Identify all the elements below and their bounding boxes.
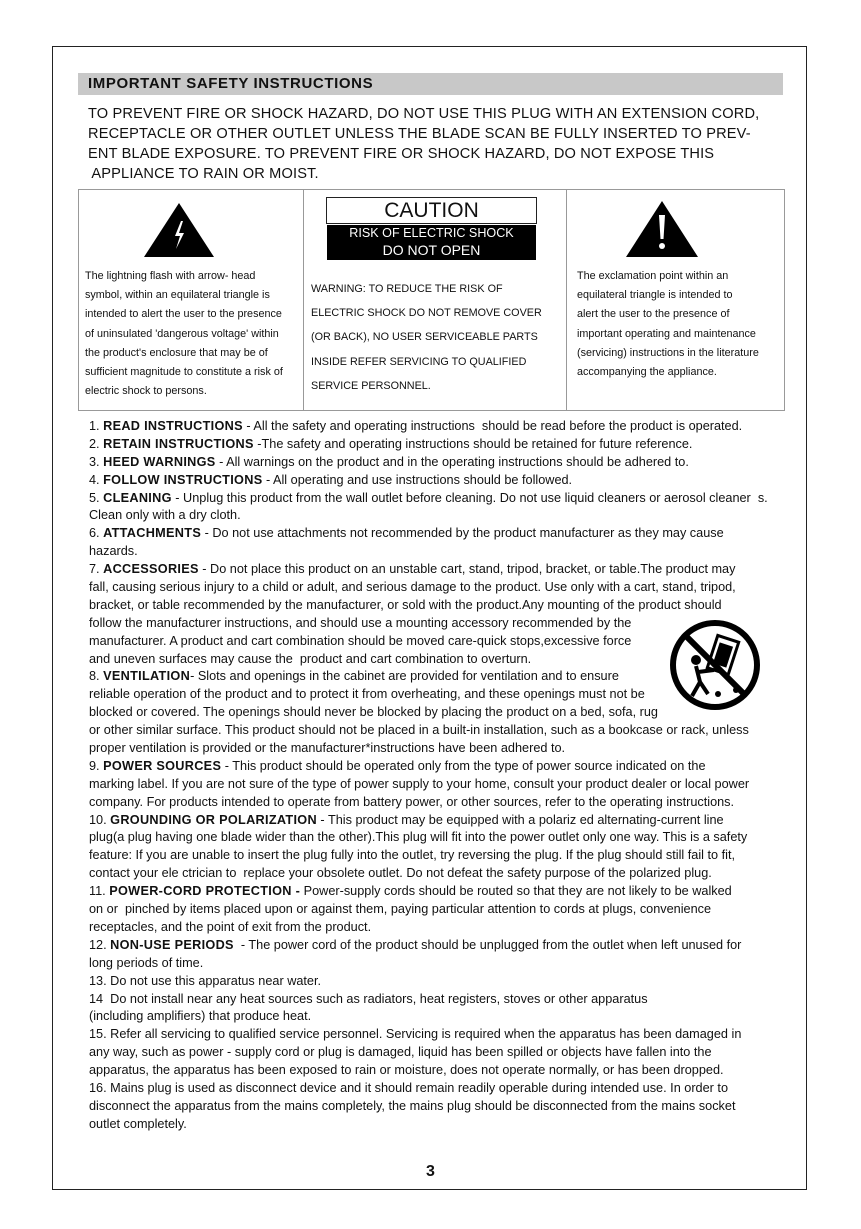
instruction-line — [89, 937, 809, 955]
instruction-line — [89, 1026, 809, 1044]
instruction-text: 13. Do not use this apparatus near water. — [89, 973, 322, 988]
instruction-line — [89, 955, 809, 973]
instruction-line — [89, 722, 809, 740]
instruction-number: 6. — [89, 526, 104, 541]
instruction-text: - This product should be operated only from the type of power source indicated on the — [221, 758, 706, 773]
instruction-text: follow the manufacturer instructions, and should use a mounting accessory recommended by the — [89, 615, 632, 630]
lightning-warning-icon — [144, 203, 214, 257]
instruction-text: bracket, or table recommended by the manufacturer, or sold with the product.Any mounting of the product should — [89, 597, 722, 612]
instruction-text: blocked or covered. The openings should never be blocked by placing the product on a bed, sofa, rug — [89, 705, 658, 720]
instruction-text: - This product may be equipped with a polariz ed alternating-current line — [316, 812, 724, 827]
instruction-text: receptacles, and the point of exit from the product. — [89, 919, 372, 934]
instruction-line — [89, 490, 809, 508]
instruction-text: - All the safety and operating instructions should be read before the product is operated. — [242, 419, 743, 433]
instruction-line — [89, 472, 809, 490]
instruction-line — [89, 829, 809, 847]
instruction-text: - Slots and openings in the cabinet are provided for ventilation and to ensure — [190, 669, 619, 684]
text-line: The lightning flash with arrow- head — [85, 270, 256, 282]
instruction-text: (including amplifiers) that produce heat. — [89, 1009, 312, 1024]
symbol-table — [78, 189, 785, 411]
instruction-number: 10. — [89, 812, 111, 827]
text-line: equilateral triangle is intended to — [577, 289, 733, 302]
instruction-line — [89, 561, 809, 579]
section-header — [78, 73, 783, 95]
instruction-line — [89, 507, 809, 525]
instruction-number: 4. — [89, 472, 104, 487]
instruction-text: proper ventilation is provided or the manufacturer*instructions have been adhered to. — [89, 741, 566, 756]
caution-label — [327, 225, 536, 260]
text-line: accompanying the appliance. — [577, 366, 717, 379]
instruction-line — [89, 418, 809, 436]
instruction-number: 2. — [89, 436, 104, 451]
caution-line: DO NOT OPEN — [382, 241, 481, 258]
instruction-line — [89, 1116, 809, 1134]
text-line: (servicing) instructions in the literature — [577, 346, 759, 359]
instruction-text: on or pinched by items placed upon or against them, paying particular attention to cords at plugs, convenience — [89, 902, 712, 917]
instruction-line — [89, 1062, 809, 1080]
text-line: WARNING: TO REDUCE THE RISK OF — [311, 283, 503, 295]
instruction-text: hazards. — [89, 544, 138, 559]
instruction-text: reliable operation of the product and to protect it from overheating, and these openings must not be — [89, 687, 645, 702]
page-number: 3 — [426, 1163, 435, 1180]
intro-line: RECEPTACLE OR OTHER OUTLET UNLESS THE BLADE SCAN BE FULLY INSERTED TO PREV- — [88, 126, 751, 142]
exclamation-warning-icon — [626, 201, 698, 257]
instruction-heading: POWER-CORD PROTECTION - — [109, 884, 301, 899]
instruction-text: feature: If you are unable to insert the plug fully into the outlet, try reversing the plug. If the plug should still fail to fit, — [89, 848, 736, 863]
intro-line: APPLIANCE TO RAIN OR MOIST. — [88, 166, 319, 182]
instruction-line — [89, 454, 809, 472]
lightning-description — [85, 267, 307, 401]
instruction-text: company. For products intended to operate from battery power, or other sources, refer to the operating instructions. — [89, 794, 735, 809]
exclamation-cell — [566, 190, 786, 410]
instruction-number: 3. — [89, 454, 104, 469]
caution-title: CAUTION — [326, 197, 537, 224]
text-line: symbol, within an equilateral triangle is — [85, 289, 270, 302]
text-line: sufficient magnitude to constitute a risk of — [85, 366, 283, 379]
intro-line: TO PREVENT FIRE OR SHOCK HAZARD, DO NOT USE THIS PLUG WITH AN EXTENSION CORD, — [88, 106, 760, 122]
instruction-text: - Do not place this product on an unstable cart, stand, tripod, bracket, or table.The product may — [198, 562, 736, 577]
instruction-text: disconnect the apparatus from the mains completely, the mains plug should be disconnected from the mains socket — [89, 1098, 736, 1113]
instruction-line — [89, 1044, 809, 1062]
instruction-line — [89, 740, 809, 758]
instruction-text: 14 Do not install near any heat sources such as radiators, heat registers, stoves or other apparatus — [89, 991, 648, 1006]
instruction-number: 9. — [89, 758, 104, 773]
exclamation-description — [577, 267, 785, 382]
instruction-line — [89, 597, 809, 615]
caution-line: RISK OF ELECTRIC SHOCK — [349, 226, 514, 240]
instruction-line — [89, 901, 809, 919]
lightning-cell — [79, 190, 303, 410]
instruction-line — [89, 794, 809, 812]
text-line: SERVICE PERSONNEL. — [311, 379, 431, 392]
instruction-line — [89, 1098, 809, 1116]
instruction-text: - The power cord of the product should be unplugged from the outlet when left unused for — [233, 937, 742, 952]
instruction-line — [89, 436, 809, 454]
instruction-text: contact your ele ctrician to replace your obsolete outlet. Do not defeat the safety purpose of the polarized plug. — [89, 866, 712, 881]
instruction-line — [89, 973, 809, 991]
instruction-heading: GROUNDING OR POLARIZATION — [110, 812, 317, 827]
instruction-line — [89, 525, 809, 543]
instruction-text: - All operating and use instructions should be followed. — [262, 472, 573, 487]
text-line: the product's enclosure that may be of — [85, 346, 268, 359]
instruction-line — [89, 579, 809, 597]
instruction-number: 11. — [89, 884, 110, 899]
instruction-heading: CLEANING — [103, 490, 172, 505]
instruction-line — [89, 758, 809, 776]
instruction-text: - Do not use attachments not recommended by the product manufacturer as they may cause — [201, 526, 724, 541]
text-line: The exclamation point within an — [577, 270, 729, 282]
instruction-line — [89, 865, 809, 883]
instruction-heading: NON-USE PERIODS — [110, 937, 234, 952]
intro-line: ENT BLADE EXPOSURE. TO PREVENT FIRE OR SHOCK HAZARD, DO NOT EXPOSE THIS — [88, 146, 715, 162]
intro-warning — [88, 104, 783, 184]
text-line: important operating and maintenance — [577, 327, 756, 340]
text-line: INSIDE REFER SERVICING TO QUALIFIED — [311, 355, 527, 368]
instruction-text: or other similar surface. This product should not be placed in a built-in installation, such as a bookcase or rack, unless — [89, 723, 749, 738]
instruction-heading: READ INSTRUCTIONS — [103, 419, 243, 433]
text-line: alert the user to the presence of — [577, 308, 730, 321]
text-line: (OR BACK), NO USER SERVICEABLE PARTS — [311, 331, 538, 344]
caution-cell — [303, 190, 567, 410]
section-title: IMPORTANT SAFETY INSTRUCTIONS — [88, 75, 374, 92]
instruction-number: 1. — [89, 419, 104, 433]
instruction-line — [89, 543, 809, 561]
instruction-line — [89, 919, 809, 937]
instruction-heading: POWER SOURCES — [103, 758, 222, 773]
cart-tip-over-icon — [670, 620, 760, 710]
instruction-text: - All warnings on the product and in the operating instructions should be adhered to. — [215, 454, 689, 469]
instruction-line — [89, 1080, 809, 1098]
instruction-text: Power-supply cords should be routed so that they are not likely to be walked — [300, 884, 732, 899]
instruction-heading: HEED WARNINGS — [103, 454, 216, 469]
instruction-number: 12. — [89, 937, 111, 952]
instruction-heading: RETAIN INSTRUCTIONS — [103, 436, 254, 451]
instruction-text: fall, causing serious injury to a child or adult, and serious damage to the product. Use only with a cart, stand, tripod, — [89, 580, 736, 595]
instruction-text: and uneven surfaces may cause the product and cart combination to overturn. — [89, 651, 532, 666]
instruction-heading: FOLLOW INSTRUCTIONS — [103, 472, 263, 487]
text-line: intended to alert the user to the presence — [85, 308, 282, 321]
instruction-number: 8. — [89, 669, 104, 684]
text-line: ELECTRIC SHOCK DO NOT REMOVE COVER — [311, 307, 542, 320]
instruction-heading: VENTILATION — [103, 669, 191, 684]
instruction-text: -The safety and operating instructions should be retained for future reference. — [253, 436, 693, 451]
instruction-text: manufacturer. A product and cart combination should be moved care-quick stops,excessive force — [89, 633, 632, 648]
instruction-text: - Unplug this product from the wall outlet before cleaning. Do not use liquid cleaners or aerosol cleaner s. — [171, 490, 768, 505]
instruction-text: plug(a plug having one blade wider than the other).This plug will fit into the power outlet only one way. This is a safety — [89, 830, 748, 845]
instruction-text: marking label. If you are not sure of the type of power supply to your home, consult your product dealer or local power — [89, 776, 750, 791]
instruction-line — [89, 812, 809, 830]
warning-text — [311, 277, 569, 398]
instruction-line — [89, 883, 809, 901]
instruction-line — [89, 847, 809, 865]
instruction-number: 5. — [89, 490, 104, 505]
instruction-text: 15. Refer all servicing to qualified service personnel. Servicing is required when the apparatus has been damaged in — [89, 1027, 742, 1042]
instruction-number: 7. — [89, 562, 104, 577]
text-line: electric shock to persons. — [85, 385, 207, 398]
instruction-heading: ACCESSORIES — [103, 562, 199, 577]
instruction-heading: ATTACHMENTS — [103, 526, 202, 541]
instruction-text: outlet completely. — [89, 1116, 187, 1131]
instruction-line — [89, 776, 809, 794]
instruction-text: any way, such as power - supply cord or plug is damaged, liquid has been spilled or objects have fallen into the — [89, 1045, 712, 1060]
instruction-text: Clean only with a dry cloth. — [89, 508, 241, 523]
instruction-text: 16. Mains plug is used as disconnect device and it should remain readily operable during intended use. In order to — [89, 1080, 728, 1095]
instruction-text: long periods of time. — [89, 955, 204, 970]
instruction-line — [89, 1008, 809, 1026]
text-line: of uninsulated 'dangerous voltage' within — [85, 327, 279, 340]
instruction-line — [89, 991, 809, 1009]
instruction-list — [89, 418, 809, 1134]
instruction-text: apparatus, the apparatus has been exposed to rain or moisture, does not operate normally, or has been dropped. — [89, 1063, 724, 1078]
